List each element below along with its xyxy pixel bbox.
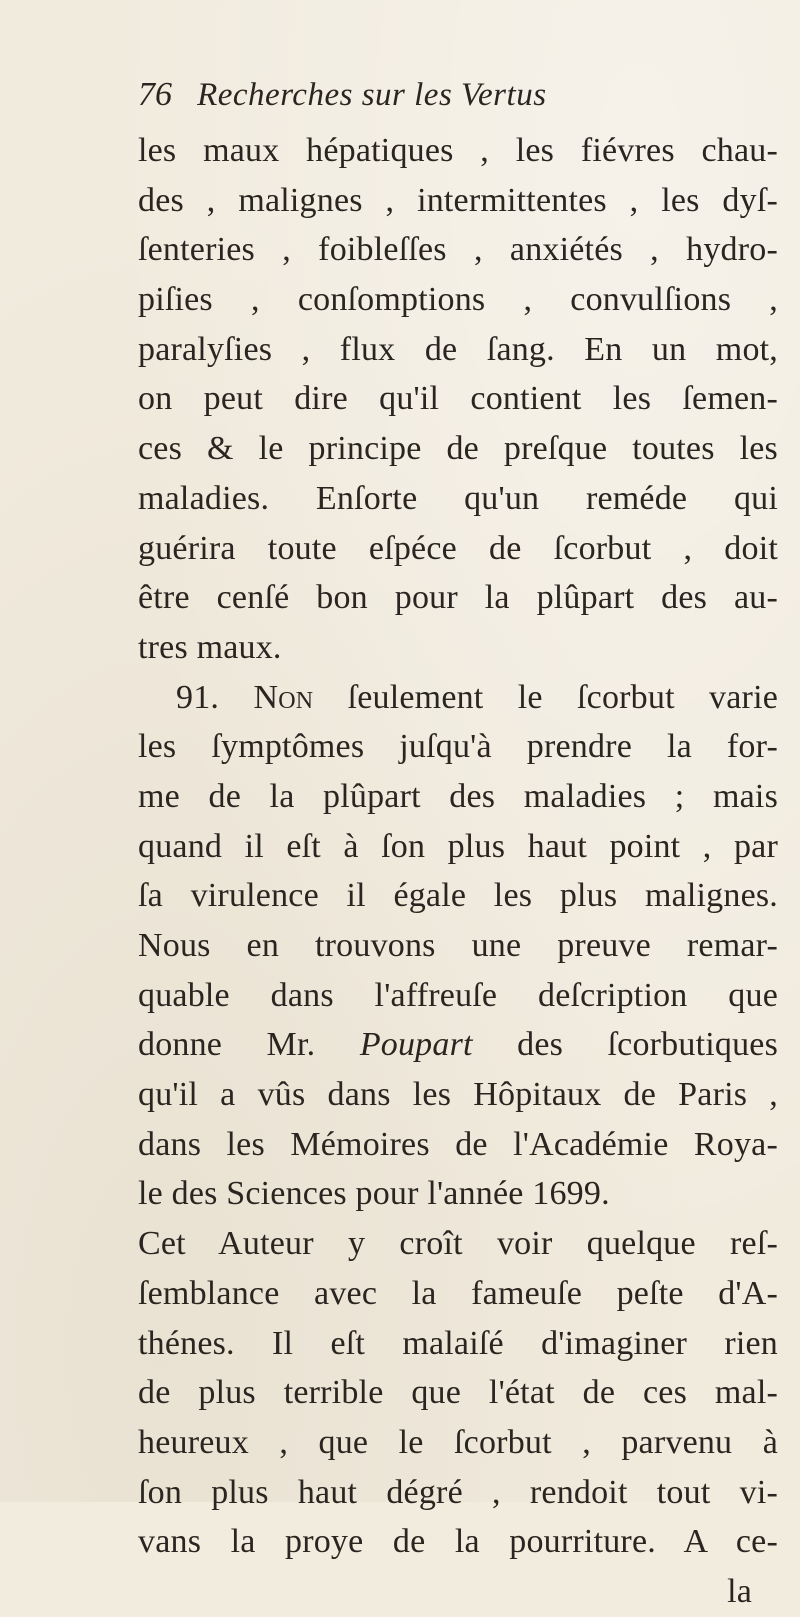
text-line: ſenteries , foibleſſes , anxiétés , hydro- bbox=[138, 231, 778, 269]
running-head-title: Recherches sur les Vertus bbox=[197, 77, 547, 113]
text-line: quand il eſt à ſon plus haut point , par bbox=[138, 827, 778, 865]
text-line: quable dans l'affreuſe deſcription que bbox=[138, 976, 778, 1014]
text-line: le des Sciences pour l'année 1699. bbox=[138, 1175, 610, 1213]
text-line: dans les Mémoires de l'Académie Roya- bbox=[138, 1125, 778, 1163]
page-number: 76 bbox=[138, 76, 172, 113]
text-segment: des ſcorbutiques bbox=[517, 1026, 778, 1064]
paragraph-number: 91. bbox=[176, 678, 220, 716]
text-line: les ſymptômes juſqu'à prendre la for- bbox=[138, 728, 778, 766]
text-line: des , malignes , intermittentes , les dyſ- bbox=[138, 181, 778, 219]
text-segment: donne Mr. bbox=[138, 1026, 316, 1064]
text-line: guérira toute eſpéce de ſcorbut , doit bbox=[138, 529, 778, 567]
text-line: Nous en trouvons une preuve remar- bbox=[138, 927, 778, 964]
text-line: on peut dire qu'il contient les ſemen- bbox=[138, 380, 778, 418]
text-line: paralyſies , flux de ſang. En un mot, bbox=[138, 330, 778, 368]
body-text bbox=[138, 126, 778, 1617]
text-line: vans la proye de la pourriture. A ce- bbox=[138, 1523, 778, 1561]
text-line: être cenſé bon pour la plûpart des au- bbox=[138, 579, 778, 617]
text-line-with-name bbox=[138, 1020, 778, 1070]
text-line: Cet Auteur y croît voir quelque reſ- bbox=[138, 1225, 778, 1263]
text-line: ſon plus haut dégré , rendoit tout vi- bbox=[138, 1473, 778, 1511]
text-line: heureux , que le ſcorbut , parvenu à bbox=[138, 1423, 778, 1461]
text-line: thénes. Il eſt malaiſé d'imaginer rien bbox=[138, 1324, 778, 1362]
paragraph-first-word: Non bbox=[253, 678, 314, 716]
running-head bbox=[138, 76, 698, 122]
text-line: piſies , conſomptions , convulſions , bbox=[138, 281, 778, 319]
catchword: la bbox=[727, 1572, 752, 1610]
text-line: ſemblance avec la fameuſe peſte d'A- bbox=[138, 1274, 778, 1312]
text-line: de plus terrible que l'état de ces mal- bbox=[138, 1374, 778, 1412]
text-line: tres maux. bbox=[138, 628, 282, 666]
text-line: ſa virulence il égale les plus malignes. bbox=[138, 877, 778, 915]
author-name: Poupart bbox=[359, 1026, 473, 1064]
text-line: les maux hépatiques , les fiévres chau- bbox=[138, 132, 778, 169]
text-line: ces & le principe de preſque toutes les bbox=[138, 430, 778, 468]
paragraph-91-first-line bbox=[138, 673, 778, 723]
text-segment: ſeulement le ſcorbut varie bbox=[347, 678, 779, 716]
text-line: maladies. Enſorte qu'un reméde qui bbox=[138, 479, 778, 517]
text-line: qu'il a vûs dans les Hôpitaux de Paris , bbox=[138, 1076, 778, 1114]
text-line: me de la plûpart des maladies ; mais bbox=[138, 777, 778, 815]
